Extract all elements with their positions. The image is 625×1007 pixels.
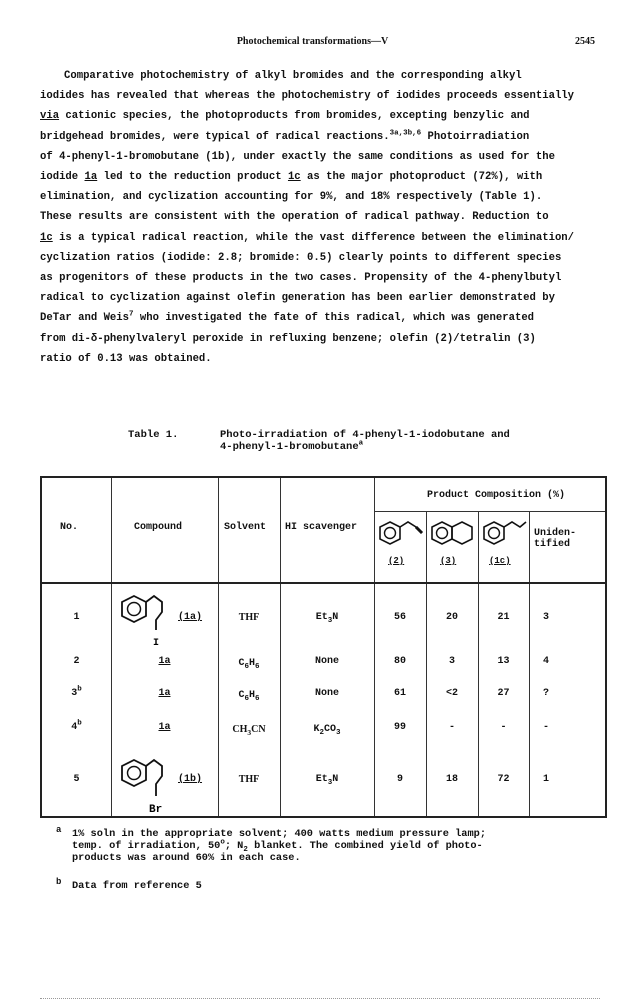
cell-no: 4$^b$ bbox=[71, 719, 82, 733]
header-product-1c: (1c) bbox=[489, 556, 511, 566]
caption-line: 4-phenyl-1-bromobutane bbox=[220, 441, 359, 453]
header-product-2: (2) bbox=[388, 556, 405, 566]
body-line: DeTar and Weis bbox=[40, 312, 130, 325]
cell-solvent: THF bbox=[238, 774, 260, 785]
footnote-b: b Data from reference 5 bbox=[56, 877, 202, 892]
table-label: Table 1. bbox=[128, 429, 179, 441]
page-edge-rule bbox=[40, 998, 600, 999]
cell-product-2: 61 bbox=[393, 688, 406, 699]
header-product-composition: Product Composition (%) bbox=[426, 490, 566, 501]
cell-product-1c: 21 bbox=[497, 612, 510, 623]
cell-compound: 1a bbox=[158, 722, 171, 733]
cell-product-1c: - bbox=[500, 722, 507, 733]
cell-unidentified: 1 bbox=[542, 774, 549, 785]
body-line: as progenitors of these products in the two cases. Propensity of the 4-phenylbutyl bbox=[40, 272, 562, 285]
body-line: ratio of 0.13 was obtained. bbox=[40, 352, 212, 365]
compound-ref: 1c bbox=[287, 171, 301, 184]
body-line: from di-δ-phenylvaleryl peroxide in refluxing benzene; olefin (2)/tetralin (3) bbox=[40, 332, 536, 345]
header-scavenger: HI scavenger bbox=[285, 522, 358, 533]
cell-product-3: 20 bbox=[445, 612, 458, 623]
cell-scavenger: $Et_3N$ bbox=[315, 612, 339, 625]
body-line: is a typical radical reaction, while the vast difference between the elimination/ bbox=[52, 231, 575, 244]
footnote-mark: a bbox=[56, 825, 62, 835]
footnote-mark: b bbox=[56, 877, 62, 887]
cell-no: 3$^b$ bbox=[71, 685, 82, 699]
cell-no: 2 bbox=[73, 656, 80, 667]
body-line: led to the reduction product bbox=[97, 171, 288, 184]
cell-scavenger: $Et_3N$ bbox=[315, 774, 339, 787]
cell-no: 1 bbox=[73, 612, 80, 623]
body-line: cyclization ratios (iodide: 2.8; bromide: 0.5) clearly points to different species bbox=[40, 251, 562, 264]
cell-solvent: THF bbox=[238, 612, 260, 623]
citation: 7 bbox=[129, 310, 134, 319]
body-line: bridgehead bromides, were typical of radical reactions. bbox=[40, 130, 390, 143]
iodine-atom: I bbox=[153, 638, 160, 648]
body-line: cationic species, the photoproducts from bromides, excepting benzylic and bbox=[59, 110, 530, 123]
cell-product-3: 3 bbox=[448, 656, 455, 667]
header-product-3: (3) bbox=[440, 556, 457, 566]
body-line-emph: via bbox=[40, 110, 60, 123]
cell-product-2: 80 bbox=[393, 656, 406, 667]
data-table bbox=[40, 476, 607, 818]
cell-scavenger: $K_2CO_3$ bbox=[313, 724, 341, 737]
body-paragraph bbox=[40, 66, 608, 369]
bromobutylbenzene-structure-icon bbox=[116, 754, 178, 816]
body-line: who investigated the fate of this radical, which was generated bbox=[133, 312, 535, 325]
citation: 3a,3b,6 bbox=[389, 129, 422, 138]
cell-product-3: 18 bbox=[445, 774, 458, 785]
tetralin-structure-icon bbox=[428, 516, 478, 552]
cell-product-3: <2 bbox=[445, 688, 458, 699]
cell-scavenger: None bbox=[314, 688, 339, 699]
butylbenzene-structure-icon bbox=[480, 516, 530, 552]
body-line: Photoirradiation bbox=[421, 130, 530, 143]
cell-solvent: $C_6H_6$ bbox=[238, 690, 260, 703]
page-number: 2545 bbox=[575, 36, 595, 47]
table-caption bbox=[128, 429, 548, 453]
header-solvent: Solvent bbox=[224, 522, 267, 533]
cell-scavenger: None bbox=[314, 656, 339, 667]
olefin-structure-icon bbox=[376, 516, 426, 552]
body-line: as the major photoproduct (72%), with bbox=[300, 171, 543, 184]
caption-line: Photo-irradiation of 4-phenyl-1-iodobutane and bbox=[220, 429, 510, 441]
cell-solvent: $CH_3CN$ bbox=[232, 724, 266, 737]
header-compound: Compound bbox=[134, 522, 183, 533]
footnote-mark: a bbox=[358, 439, 364, 448]
cell-compound: (1a) bbox=[178, 612, 203, 623]
cell-solvent: $C_6H_6$ bbox=[238, 658, 260, 671]
body-line: elimination, and cyclization accounting for 9%, and 18% respectively (Table 1). bbox=[40, 191, 543, 204]
header-unidentified: Uniden- tified bbox=[534, 528, 577, 550]
header-no: No. bbox=[60, 522, 79, 533]
bromine-atom: Br bbox=[149, 804, 163, 816]
cell-compound: 1a bbox=[158, 656, 171, 667]
body-line: of 4-phenyl-1-bromobutane (1b), under exactly the same conditions as used for the bbox=[40, 150, 555, 163]
running-title: Photochemical transformations—V bbox=[236, 36, 389, 47]
cell-unidentified: 3 bbox=[542, 612, 549, 623]
cell-product-2: 99 bbox=[393, 722, 406, 733]
cell-unidentified: - bbox=[542, 722, 549, 733]
compound-ref: 1a bbox=[84, 171, 98, 184]
cell-product-1c: 13 bbox=[497, 656, 510, 667]
cell-compound: 1a bbox=[158, 688, 171, 699]
cell-product-2: 9 bbox=[396, 774, 403, 785]
body-line: Comparative photochemistry of alkyl bromides and the corresponding alkyl bbox=[64, 70, 522, 82]
body-line: iodides has revealed that whereas the photochemistry of iodides proceeds essentially bbox=[40, 90, 575, 103]
cell-product-1c: 72 bbox=[497, 774, 510, 785]
footnote-a: a 1% soln in the appropriate solvent; 400 watts medium pressure lamp; temp. of irradiation, 50$^o$; $N_2$ blanket. The combined yield of photo- products was around 60% in each case. bbox=[56, 825, 487, 864]
cell-product-2: 56 bbox=[393, 612, 406, 623]
body-line: radical to cyclization against olefin generation has been earlier demonstrated by bbox=[40, 292, 555, 305]
cell-product-1c: 27 bbox=[497, 688, 510, 699]
cell-unidentified: 4 bbox=[542, 656, 549, 667]
iodobutylbenzene-structure-icon bbox=[116, 590, 178, 648]
body-line: iodide bbox=[40, 171, 85, 184]
compound-ref: 1c bbox=[40, 231, 53, 244]
cell-product-3: - bbox=[448, 722, 455, 733]
cell-compound: (1b) bbox=[178, 774, 203, 785]
body-line: These results are consistent with the operation of radical pathway. Reduction to bbox=[40, 211, 549, 224]
cell-no: 5 bbox=[73, 774, 80, 785]
cell-unidentified: ? bbox=[542, 688, 549, 699]
